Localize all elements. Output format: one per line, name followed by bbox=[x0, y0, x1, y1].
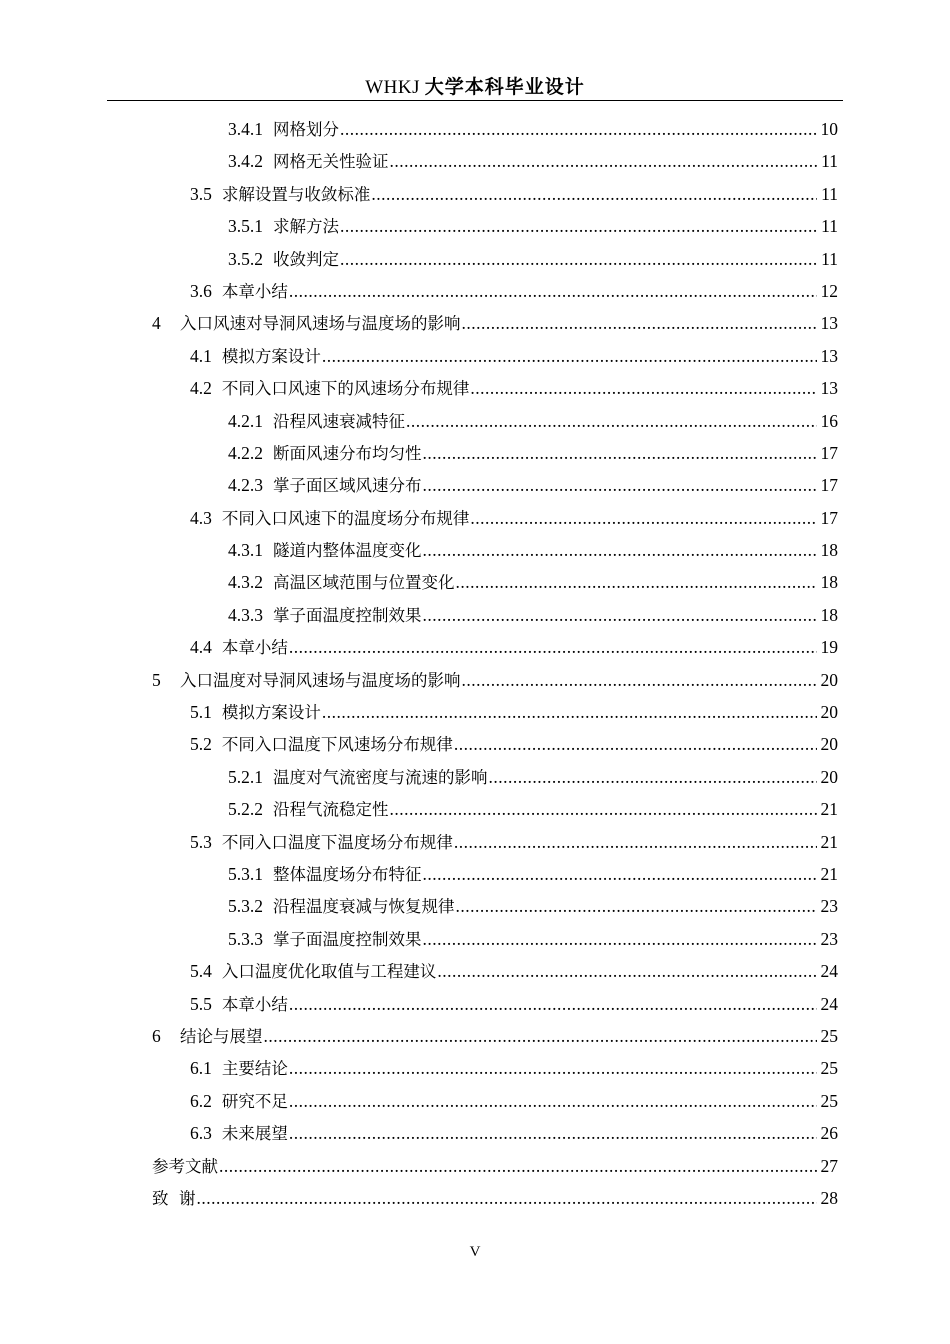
toc-entry-number: 6.2 bbox=[190, 1090, 212, 1111]
toc-entry-page: 25 bbox=[820, 1025, 838, 1046]
toc-entry-page: 13 bbox=[820, 313, 838, 334]
toc-entry-number: 4.2.2 bbox=[228, 442, 263, 463]
toc-entry-page: 20 bbox=[820, 766, 838, 787]
toc-dot-leader bbox=[423, 599, 818, 631]
toc-entry-number: 5.2.2 bbox=[228, 799, 263, 820]
toc-entry-number: 3.5.1 bbox=[228, 216, 263, 237]
header-rule bbox=[107, 100, 843, 101]
toc-entry-number: 5.5 bbox=[190, 993, 212, 1014]
toc-entry-number: 5.1 bbox=[190, 702, 212, 723]
toc-entry-page: 19 bbox=[820, 637, 838, 658]
toc-entry[interactable] bbox=[152, 1085, 838, 1117]
toc-entry-number: 5.4 bbox=[190, 961, 212, 982]
toc-entry-page: 10 bbox=[820, 119, 838, 139]
toc-entry-number: 4.3.2 bbox=[228, 572, 263, 593]
toc-dot-leader bbox=[289, 1117, 817, 1149]
toc-entry-page: 25 bbox=[820, 1090, 838, 1111]
toc-entry-page: 21 bbox=[820, 799, 838, 820]
toc-entry-title: 掌子面温度控制效果 bbox=[273, 605, 422, 625]
toc-entry[interactable] bbox=[152, 890, 838, 922]
toc-entry-number: 5.2.1 bbox=[228, 766, 263, 787]
toc-entry-title: 隧道内整体温度变化 bbox=[273, 541, 422, 561]
toc-entry[interactable] bbox=[152, 1020, 838, 1052]
toc-dot-leader bbox=[264, 1020, 818, 1052]
toc-entry[interactable] bbox=[152, 1150, 838, 1182]
toc-entry[interactable] bbox=[152, 437, 838, 469]
toc-entry-title: 沿程气流稳定性 bbox=[273, 800, 389, 820]
toc-entry[interactable] bbox=[152, 793, 838, 825]
toc-entry-title: 温度对气流密度与流速的影响 bbox=[273, 767, 488, 787]
toc-dot-leader bbox=[462, 664, 818, 696]
toc-entry-title: 入口温度对导洞风速场与温度场的影响 bbox=[180, 670, 461, 690]
toc-entry-number: 3.5 bbox=[190, 183, 212, 204]
toc-entry-title: 网格无关性验证 bbox=[273, 152, 389, 172]
toc-entry-number: 4.1 bbox=[190, 345, 212, 366]
header-latin: WHKJ bbox=[365, 77, 420, 98]
toc-entry-page: 27 bbox=[820, 1155, 838, 1176]
toc-entry[interactable] bbox=[152, 858, 838, 890]
toc-entry-title: 求解设置与收敛标准 bbox=[221, 184, 371, 204]
toc-dot-leader bbox=[322, 696, 817, 728]
toc-entry-title: 研究不足 bbox=[221, 1091, 288, 1111]
toc-entry-page: 13 bbox=[820, 378, 838, 399]
toc-entry-number: 5.3.1 bbox=[228, 863, 263, 884]
toc-entry-number: 3.5.2 bbox=[228, 248, 263, 269]
toc-entry[interactable] bbox=[152, 340, 838, 372]
toc-entry-page: 21 bbox=[820, 831, 838, 852]
toc-entry-page: 17 bbox=[820, 475, 838, 496]
toc-dot-leader bbox=[456, 566, 818, 598]
toc-entry[interactable] bbox=[152, 502, 838, 534]
toc-entry-page: 11 bbox=[821, 151, 838, 172]
toc-entry-page: 16 bbox=[820, 410, 838, 431]
toc-entry-page: 17 bbox=[820, 507, 838, 528]
toc-entry-title: 收敛判定 bbox=[273, 249, 339, 269]
toc-dot-leader bbox=[289, 275, 817, 307]
toc-entry[interactable] bbox=[152, 469, 838, 501]
toc-entry-page: 20 bbox=[820, 734, 838, 755]
toc-entry-title: 高温区域范围与位置变化 bbox=[273, 573, 455, 593]
toc-entry-title: 入口温度优化取值与工程建议 bbox=[221, 962, 437, 982]
toc-entry-title: 本章小结 bbox=[221, 638, 288, 658]
toc-entry-number: 3.4.1 bbox=[228, 119, 263, 139]
toc-entry-title: 致 谢 bbox=[152, 1188, 196, 1208]
toc-dot-leader bbox=[289, 1052, 817, 1084]
toc-entry[interactable] bbox=[152, 923, 838, 955]
toc-entry-page: 24 bbox=[820, 961, 838, 982]
toc-entry[interactable] bbox=[152, 599, 838, 631]
toc-dot-leader bbox=[462, 307, 818, 339]
toc-entry[interactable] bbox=[152, 145, 838, 177]
toc-entry-page: 11 bbox=[821, 216, 838, 237]
toc-entry-number: 4.2.3 bbox=[228, 475, 263, 496]
toc-dot-leader bbox=[423, 437, 818, 469]
toc-dot-leader bbox=[340, 113, 817, 145]
toc-entry[interactable] bbox=[152, 405, 838, 437]
toc-entry-title: 参考文献 bbox=[152, 1156, 218, 1176]
toc-entry-title: 沿程风速衰减特征 bbox=[273, 411, 405, 431]
toc-entry-number: 5.3.2 bbox=[228, 896, 263, 917]
toc-entry-number: 4.3.3 bbox=[228, 604, 263, 625]
header-title: 大学本科毕业设计 bbox=[424, 76, 585, 98]
toc-entry-title: 不同入口温度下风速场分布规律 bbox=[221, 735, 453, 755]
toc-entry[interactable] bbox=[152, 113, 838, 145]
toc-entry[interactable] bbox=[152, 664, 838, 696]
toc-entry-title: 断面风速分布均匀性 bbox=[273, 443, 422, 463]
toc-entry-title: 不同入口风速下的风速场分布规律 bbox=[221, 379, 470, 399]
toc-entry-page: 12 bbox=[820, 280, 838, 301]
toc-entry[interactable] bbox=[152, 534, 838, 566]
toc-dot-leader bbox=[423, 534, 818, 566]
toc-entry-number: 3.4.2 bbox=[228, 151, 263, 172]
toc-dot-leader bbox=[454, 728, 817, 760]
page-header bbox=[107, 74, 843, 100]
toc-entry-page: 11 bbox=[821, 248, 838, 269]
toc-dot-leader bbox=[371, 178, 817, 210]
toc-entry[interactable] bbox=[152, 1052, 838, 1084]
toc-dot-leader bbox=[489, 761, 818, 793]
toc-entry-title: 掌子面温度控制效果 bbox=[273, 929, 422, 949]
toc-entry-page: 28 bbox=[820, 1187, 838, 1208]
toc-entry-page: 20 bbox=[820, 702, 838, 723]
toc-entry-page: 25 bbox=[820, 1058, 838, 1079]
toc-entry-number: 4.4 bbox=[190, 637, 212, 658]
toc-entry-page: 20 bbox=[820, 669, 838, 690]
toc-dot-leader bbox=[406, 405, 817, 437]
toc-entry-title: 不同入口温度下温度场分布规律 bbox=[221, 832, 453, 852]
toc-entry-title: 不同入口风速下的温度场分布规律 bbox=[221, 508, 470, 528]
toc-entry-number: 5 bbox=[152, 669, 161, 690]
toc-entry-number: 6.3 bbox=[190, 1123, 212, 1144]
toc-dot-leader bbox=[423, 923, 818, 955]
toc-dot-leader bbox=[289, 988, 817, 1020]
toc-entry-title: 掌子面区域风速分布 bbox=[273, 476, 422, 496]
toc-entry-number: 5.3.3 bbox=[228, 928, 263, 949]
toc-entry-title: 入口风速对导洞风速场与温度场的影响 bbox=[180, 314, 461, 334]
toc-entry-number: 4.3 bbox=[190, 507, 212, 528]
toc-entry-page: 18 bbox=[820, 572, 838, 593]
toc-entry-page: 23 bbox=[820, 896, 838, 917]
toc-entry[interactable] bbox=[152, 1182, 838, 1214]
toc-entry-page: 11 bbox=[821, 183, 838, 204]
toc-entry-title: 本章小结 bbox=[221, 281, 288, 301]
toc-dot-leader bbox=[470, 502, 817, 534]
toc-dot-leader bbox=[322, 340, 817, 372]
toc-entry[interactable] bbox=[152, 761, 838, 793]
toc-entry-title: 模拟方案设计 bbox=[221, 703, 321, 723]
toc-entry[interactable] bbox=[152, 372, 838, 404]
toc-entry-title: 模拟方案设计 bbox=[221, 346, 321, 366]
toc-entry-page: 17 bbox=[820, 442, 838, 463]
toc-entry-page: 23 bbox=[820, 928, 838, 949]
toc-entry-title: 沿程温度衰减与恢复规律 bbox=[273, 897, 455, 917]
toc-dot-leader bbox=[340, 210, 817, 242]
toc-entry[interactable] bbox=[152, 566, 838, 598]
toc-entry-title: 整体温度场分布特征 bbox=[273, 864, 422, 884]
toc-dot-leader bbox=[454, 826, 817, 858]
page-footer bbox=[0, 1240, 950, 1264]
toc-entry[interactable] bbox=[152, 1117, 838, 1149]
toc-entry[interactable] bbox=[152, 275, 838, 307]
toc-entry-number: 5.3 bbox=[190, 831, 212, 852]
toc-dot-leader bbox=[340, 243, 817, 275]
toc-entry-number: 5.2 bbox=[190, 734, 212, 755]
toc-entry[interactable] bbox=[152, 728, 838, 760]
toc-dot-leader bbox=[197, 1182, 818, 1214]
toc-entry-number: 4 bbox=[152, 313, 161, 334]
page-number: V bbox=[469, 1244, 481, 1260]
table-of-contents bbox=[152, 113, 838, 1214]
toc-entry-page: 18 bbox=[820, 604, 838, 625]
toc-dot-leader bbox=[289, 631, 817, 663]
toc-entry-number: 4.2.1 bbox=[228, 410, 263, 431]
toc-entry[interactable] bbox=[152, 826, 838, 858]
toc-entry-title: 主要结论 bbox=[221, 1059, 288, 1079]
toc-entry[interactable] bbox=[152, 178, 838, 210]
toc-entry-title: 本章小结 bbox=[221, 994, 288, 1014]
toc-dot-leader bbox=[390, 145, 818, 177]
toc-entry-number: 3.6 bbox=[190, 280, 212, 301]
toc-entry-page: 18 bbox=[820, 540, 838, 561]
toc-entry-page: 26 bbox=[820, 1123, 838, 1144]
toc-entry-page: 13 bbox=[820, 345, 838, 366]
toc-dot-leader bbox=[456, 890, 818, 922]
toc-entry-number: 4.2 bbox=[190, 378, 212, 399]
toc-entry-page: 21 bbox=[820, 863, 838, 884]
toc-entry-number: 6 bbox=[152, 1025, 161, 1046]
toc-dot-leader bbox=[470, 372, 817, 404]
toc-entry[interactable] bbox=[152, 955, 838, 987]
toc-dot-leader bbox=[437, 955, 817, 987]
toc-entry[interactable] bbox=[152, 210, 838, 242]
toc-entry-number: 6.1 bbox=[190, 1058, 212, 1079]
toc-entry-title: 求解方法 bbox=[273, 217, 339, 237]
toc-entry-page: 24 bbox=[820, 993, 838, 1014]
toc-dot-leader bbox=[289, 1085, 817, 1117]
toc-entry-title: 未来展望 bbox=[221, 1124, 288, 1144]
toc-entry[interactable] bbox=[152, 988, 838, 1020]
toc-dot-leader bbox=[219, 1150, 817, 1182]
toc-entry[interactable] bbox=[152, 307, 838, 339]
toc-entry[interactable] bbox=[152, 243, 838, 275]
toc-entry[interactable] bbox=[152, 696, 838, 728]
toc-dot-leader bbox=[423, 858, 818, 890]
toc-entry[interactable] bbox=[152, 631, 838, 663]
toc-entry-number: 4.3.1 bbox=[228, 540, 263, 561]
toc-dot-leader bbox=[423, 469, 818, 501]
toc-dot-leader bbox=[390, 793, 818, 825]
toc-entry-title: 网格划分 bbox=[273, 120, 339, 139]
toc-entry-title: 结论与展望 bbox=[180, 1026, 263, 1046]
